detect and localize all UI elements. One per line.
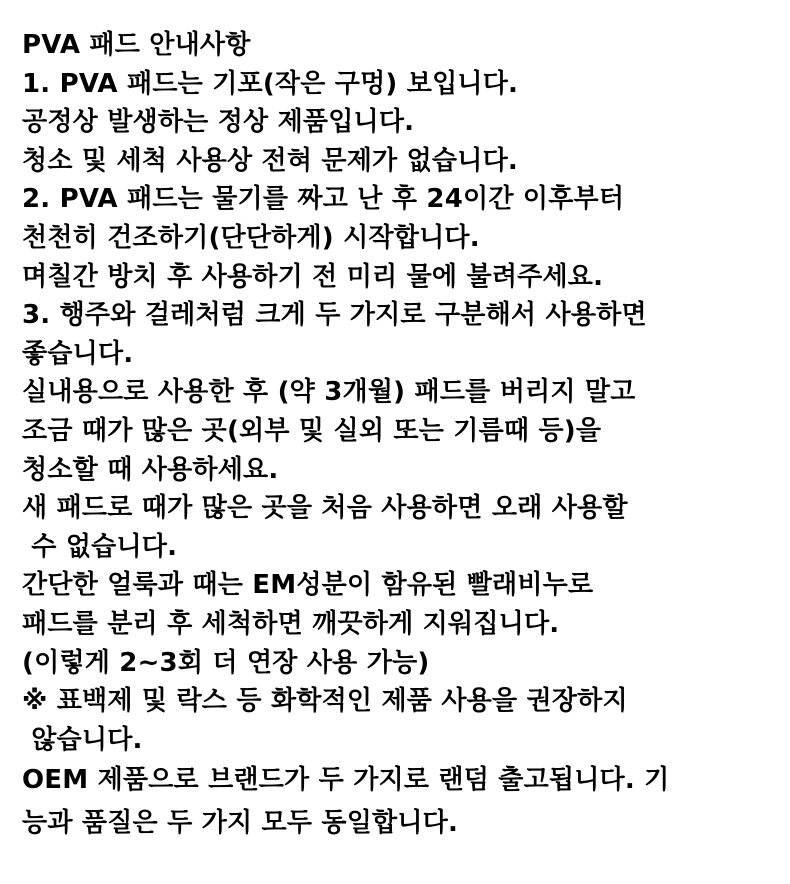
notice-line: ※ 표백제 및 락스 등 화학적인 제품 사용을 권장하지 <box>22 686 628 717</box>
notice-line: 않습니다. <box>22 724 143 755</box>
notice-line: 2. PVA 패드는 물기를 짜고 난 후 24이간 이후부터 <box>22 184 625 215</box>
notice-line: OEM 제품으로 브랜드가 두 가지로 랜덤 출고됩니다. 기 <box>22 765 670 796</box>
notice-line: 며칠간 방치 후 사용하기 전 미리 물에 불려주세요. <box>22 261 604 292</box>
notice-line: 천천히 건조하기(단단하게) 시작합니다. <box>22 222 480 253</box>
notice-line: 공정상 발생하는 정상 제품입니다. <box>22 107 415 138</box>
notice-line: 3. 행주와 걸레처럼 크게 두 가지로 구분해서 사용하면 <box>22 300 647 331</box>
notice-line: 좋습니다. <box>22 338 134 369</box>
notice-line: 패드를 분리 후 세척하면 깨끗하게 지워집니다. <box>22 608 560 639</box>
notice-line: 간단한 얼룩과 때는 EM성분이 함유된 빨래비누로 <box>22 570 594 601</box>
notice-line: 조금 때가 많은 곳(외부 및 실외 또는 기름때 등)을 <box>22 415 602 446</box>
notice-title: PVA 패드 안내사항 <box>22 30 251 60</box>
notice-line: 청소 및 세척 사용상 전혀 문제가 없습니다. <box>22 145 518 176</box>
notice-line: 능과 품질은 두 가지 모두 동일합니다. <box>22 808 459 839</box>
notice-line: 1. PVA 패드는 기포(작은 구멍) 보입니다. <box>22 68 519 99</box>
notice-line: (이렇게 2~3회 더 연장 사용 가능) <box>22 647 430 678</box>
notice-line: 새 패드로 때가 많은 곳을 처음 사용하면 오래 사용할 <box>22 493 628 524</box>
notice-line: 수 없습니다. <box>22 531 178 562</box>
notice-line: 청소할 때 사용하세요. <box>22 454 279 485</box>
pva-pad-notice <box>22 26 782 845</box>
notice-line: 실내용으로 사용한 후 (약 3개월) 패드를 버리지 말고 <box>22 377 636 408</box>
